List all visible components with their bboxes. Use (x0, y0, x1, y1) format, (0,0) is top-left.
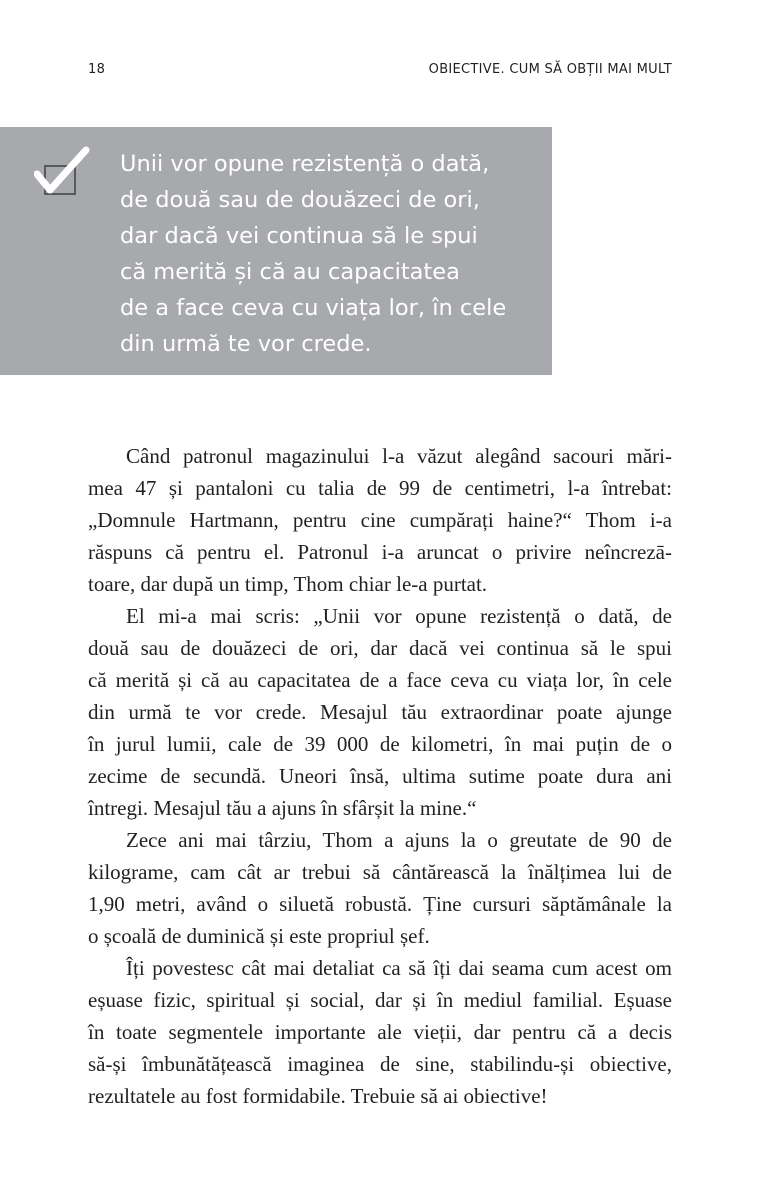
text-line: Îți povestesc cât mai detaliat ca să îți dai seama cum acest om (126, 956, 672, 980)
callout-line: din urmă te vor crede. (120, 331, 372, 357)
body-text (88, 440, 672, 1112)
text-line: că merită și că au capacitatea de a face ceva cu viața lor, în cele (88, 668, 672, 692)
text-line: zecime de secundă. Uneori însă, ultima sutime poate dura ani (88, 764, 672, 788)
text-line: întregi. Mesajul tău a ajuns în sfârșit la mine.“ (88, 796, 477, 820)
text-line: eșuase fizic, spiritual și social, dar și în mediul familial. Eșuase (88, 988, 672, 1012)
callout-line: de a face ceva cu viața lor, în cele (120, 295, 507, 321)
chapter-title: OBIECTIVE. CUM SĂ OBȚII MAI MULT (428, 62, 672, 77)
callout-line: dar dacă vei continua să le spui (120, 223, 478, 249)
text-line: să-și îmbunătățească imaginea de sine, stabilindu-și obiective, (88, 1052, 672, 1076)
checkmark-icon (34, 144, 92, 200)
text-line: rezultatele au fost formidabile. Trebuie să ai obiective! (88, 1084, 548, 1108)
text-line: mea 47 și pantaloni cu talia de 99 de centimetri, l-a întrebat: (88, 476, 672, 500)
paragraph (88, 952, 672, 1112)
callout-text (120, 146, 540, 362)
page-number: 18 (88, 62, 106, 77)
text-line: două sau de douăzeci de ori, dar dacă vei continua să le spui (88, 636, 672, 660)
text-line: o școală de duminică și este propriul șef. (88, 924, 430, 948)
running-head (88, 62, 672, 82)
text-line: în toate segmentele importante ale vieții, dar pentru că a decis (88, 1020, 672, 1044)
text-line: „Domnule Hartmann, pentru cine cumpărați haine?“ Thom i-a (88, 508, 672, 532)
paragraph (88, 824, 672, 952)
text-line: El mi-a mai scris: „Unii vor opune rezistență o dată, de (126, 604, 672, 628)
text-line: 1,90 metri, având o siluetă robustă. Ține cursuri săptămânale la (88, 892, 672, 916)
text-line: răspuns că pentru el. Patronul i-a aruncat o privire neîncrezā- (88, 540, 672, 564)
text-line: în jurul lumii, cale de 39 000 de kilometri, în mai puțin de o (88, 732, 672, 756)
text-line: din urmă te vor crede. Mesajul tău extraordinar poate ajunge (88, 700, 672, 724)
text-line: Când patronul magazinului l-a văzut alegând sacouri mări- (126, 444, 672, 468)
paragraph (88, 440, 672, 600)
text-line: toare, dar după un timp, Thom chiar le-a purtat. (88, 572, 488, 596)
text-line: Zece ani mai târziu, Thom a ajuns la o greutate de 90 de (126, 828, 672, 852)
paragraph (88, 600, 672, 824)
callout-line: de două sau de douăzeci de ori, (120, 187, 480, 213)
callout-line: Unii vor opune rezistență o dată, (120, 151, 490, 177)
text-line: kilograme, cam cât ar trebui să cântărească la înălțimea lui de (88, 860, 672, 884)
callout-line: că merită și că au capacitatea (120, 259, 460, 285)
